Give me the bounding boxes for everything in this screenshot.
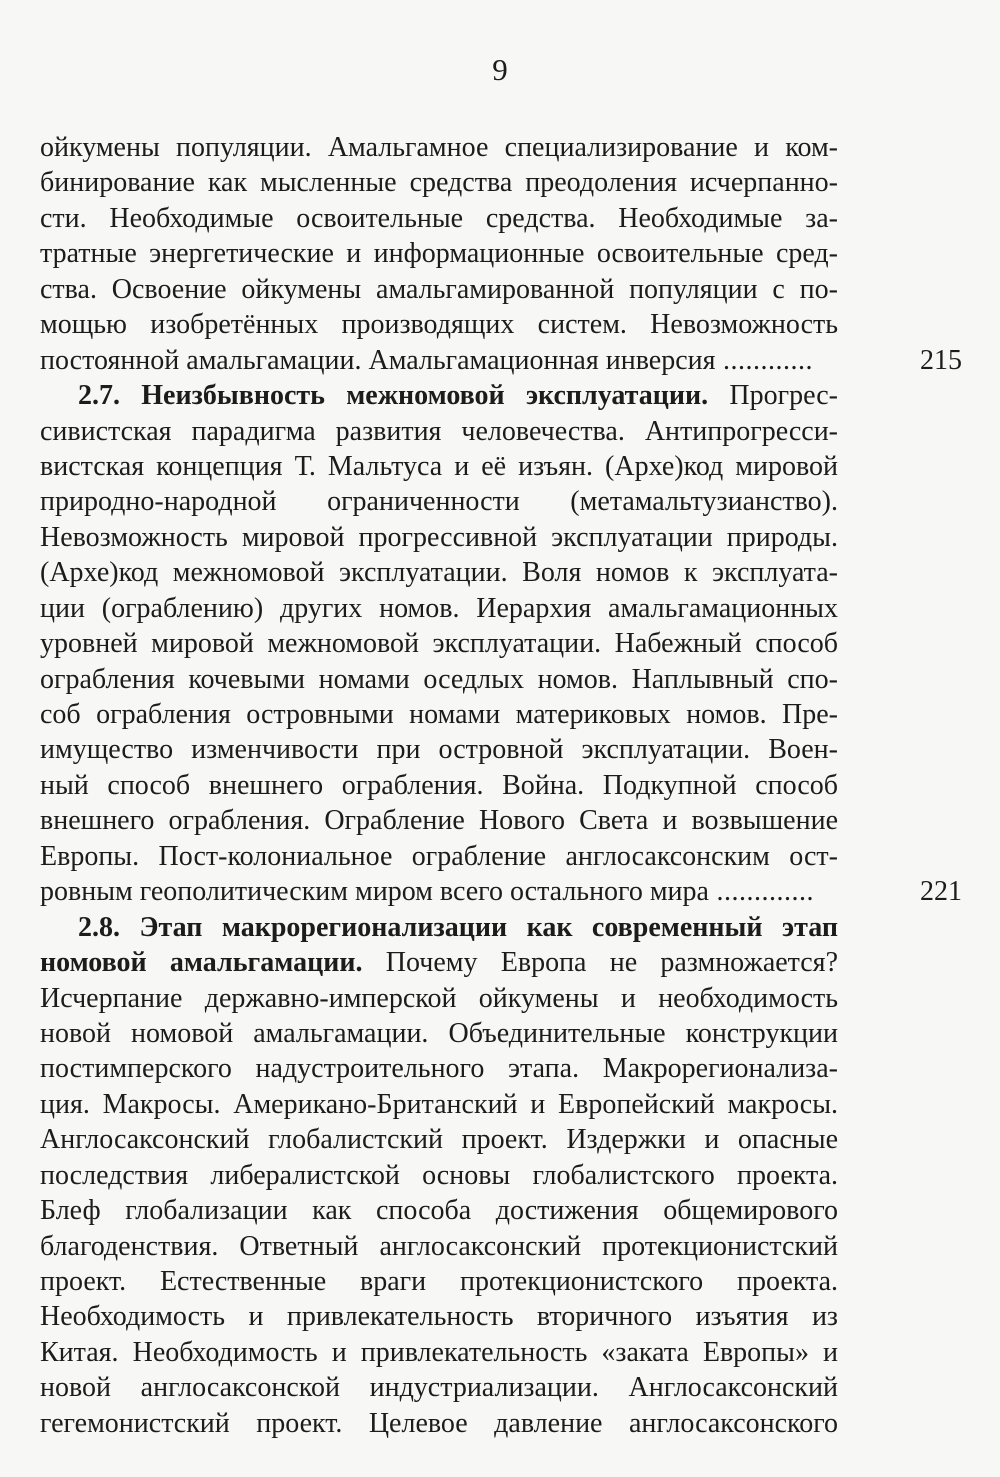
- toc-page-number: 215: [920, 344, 962, 376]
- toc-text-line: мощью изобретённых производящих систем. Невозможность: [40, 309, 838, 341]
- toc-text-line: постимперского надустроительного этапа. Макрорегионализа-: [40, 1053, 838, 1085]
- toc-text-line: благоденствия. Ответный англосаксонский протекционистский: [40, 1230, 838, 1262]
- toc-text-line: уровней мировой межномовой эксплуатации. Набежный способ: [40, 628, 838, 660]
- toc-text-line: сти. Необходимые освоительные средства. Необходимые за-: [40, 202, 838, 234]
- toc-text-line: имущество изменчивости при островной эксплуатации. Воен-: [40, 734, 838, 766]
- section-heading: 2.8. Этап макрорегионализации как современный этап: [78, 911, 838, 943]
- toc-text-line: внешнего ограбления. Ограбление Нового Света и возвышение: [40, 805, 838, 837]
- toc-text-line: Блеф глобализации как способа достижения общемирового: [40, 1195, 838, 1227]
- toc-text: Прогрес-: [708, 380, 838, 412]
- toc-text-line: гегемонистский проект. Целевое давление англосаксонского: [40, 1407, 838, 1439]
- toc-text-line: Англосаксонский глобалистский проект. Издержки и опасные: [40, 1124, 838, 1156]
- toc-text-line: вистская концепция Т. Мальтуса и её изъян. (Архе)код мировой: [40, 450, 838, 482]
- toc-text-line: ный способ внешнего ограбления. Война. Подкупной способ: [40, 769, 838, 801]
- toc-text-line: Исчерпание державно-имперской ойкумены и необходимость: [40, 982, 838, 1014]
- toc-text-line: бинирование как мысленные средства преодоления исчерпанно-: [40, 167, 838, 199]
- toc-leader-dots: .............: [708, 876, 814, 908]
- toc-text-line: ограбления кочевыми номами оседлых номов. Наплывный спо-: [40, 663, 838, 695]
- toc-text-line: последствия либералистской основы глобалистского проекта.: [40, 1159, 838, 1191]
- toc-text-line-second: [40, 945, 838, 980]
- toc-text-line: ция. Макросы. Американо-Британский и Европейский макросы.: [40, 1088, 838, 1120]
- toc-text-line: проект. Естественные враги протекционистского проекта.: [40, 1266, 838, 1297]
- toc-text: постоянной амальгамации. Амальгамационная инверсия: [40, 344, 716, 376]
- toc-entry-2-7: [40, 378, 962, 910]
- toc-text-line: ойкумены популяции. Амальгамное специализирование и ком-: [40, 132, 838, 163]
- section-heading: 2.7. Неизбывность межномовой эксплуатации.: [78, 380, 709, 412]
- toc-text-line: ции (ограблению) других номов. Иерархия амальгамационных: [40, 592, 838, 624]
- toc-entry-continuation: [40, 130, 962, 378]
- toc-text-line-last: [40, 343, 838, 378]
- toc-text-line-first: [40, 910, 838, 945]
- toc-text-line: сивистская парадигма развития человечества. Антипрогресси-: [40, 415, 838, 447]
- toc-text-line: Европы. Пост-колониальное ограбление англосаксонским ост-: [40, 840, 838, 872]
- toc-text-line: новой англосаксонской индустриализации. Англосаксонский: [40, 1372, 838, 1404]
- toc-text-line: Невозможность мировой прогрессивной эксплуатации природы.: [40, 521, 838, 553]
- toc-entry-2-8: [40, 910, 962, 1442]
- toc-text-line: Китая. Необходимость и привлекательность «заката Европы» и: [40, 1336, 838, 1368]
- page-number: 9: [492, 52, 508, 87]
- toc-text-line: природно-народной ограниченности (метамальтузианство).: [40, 486, 838, 518]
- toc-text-line: соб ограбления островными номами материковых номов. Пре-: [40, 699, 838, 730]
- toc-leader-dots: ............: [715, 344, 813, 376]
- toc-text-line: (Архе)код межномовой эксплуатации. Воля номов к эксплуата-: [40, 557, 838, 589]
- table-of-contents: [40, 130, 962, 1441]
- toc-text-line-first: [40, 378, 838, 413]
- toc-text: ровным геополитическим миром всего остального мира: [40, 876, 709, 908]
- toc-text-line: тратные энергетические и информационные освоительные сред-: [40, 238, 838, 270]
- toc-text: Почему Европа не размножается?: [362, 947, 838, 979]
- toc-page-number: 221: [920, 876, 962, 908]
- toc-text-line: Необходимость и привлекательность вторичного изъятия из: [40, 1301, 838, 1333]
- toc-text-line: ства. Освоение ойкумены амальгамированной популяции с по-: [40, 273, 838, 305]
- section-heading: номовой амальгамации.: [40, 947, 363, 979]
- toc-text-line-last: [40, 874, 838, 909]
- toc-text-line: новой номовой амальгамации. Объединительные конструкции: [40, 1017, 838, 1049]
